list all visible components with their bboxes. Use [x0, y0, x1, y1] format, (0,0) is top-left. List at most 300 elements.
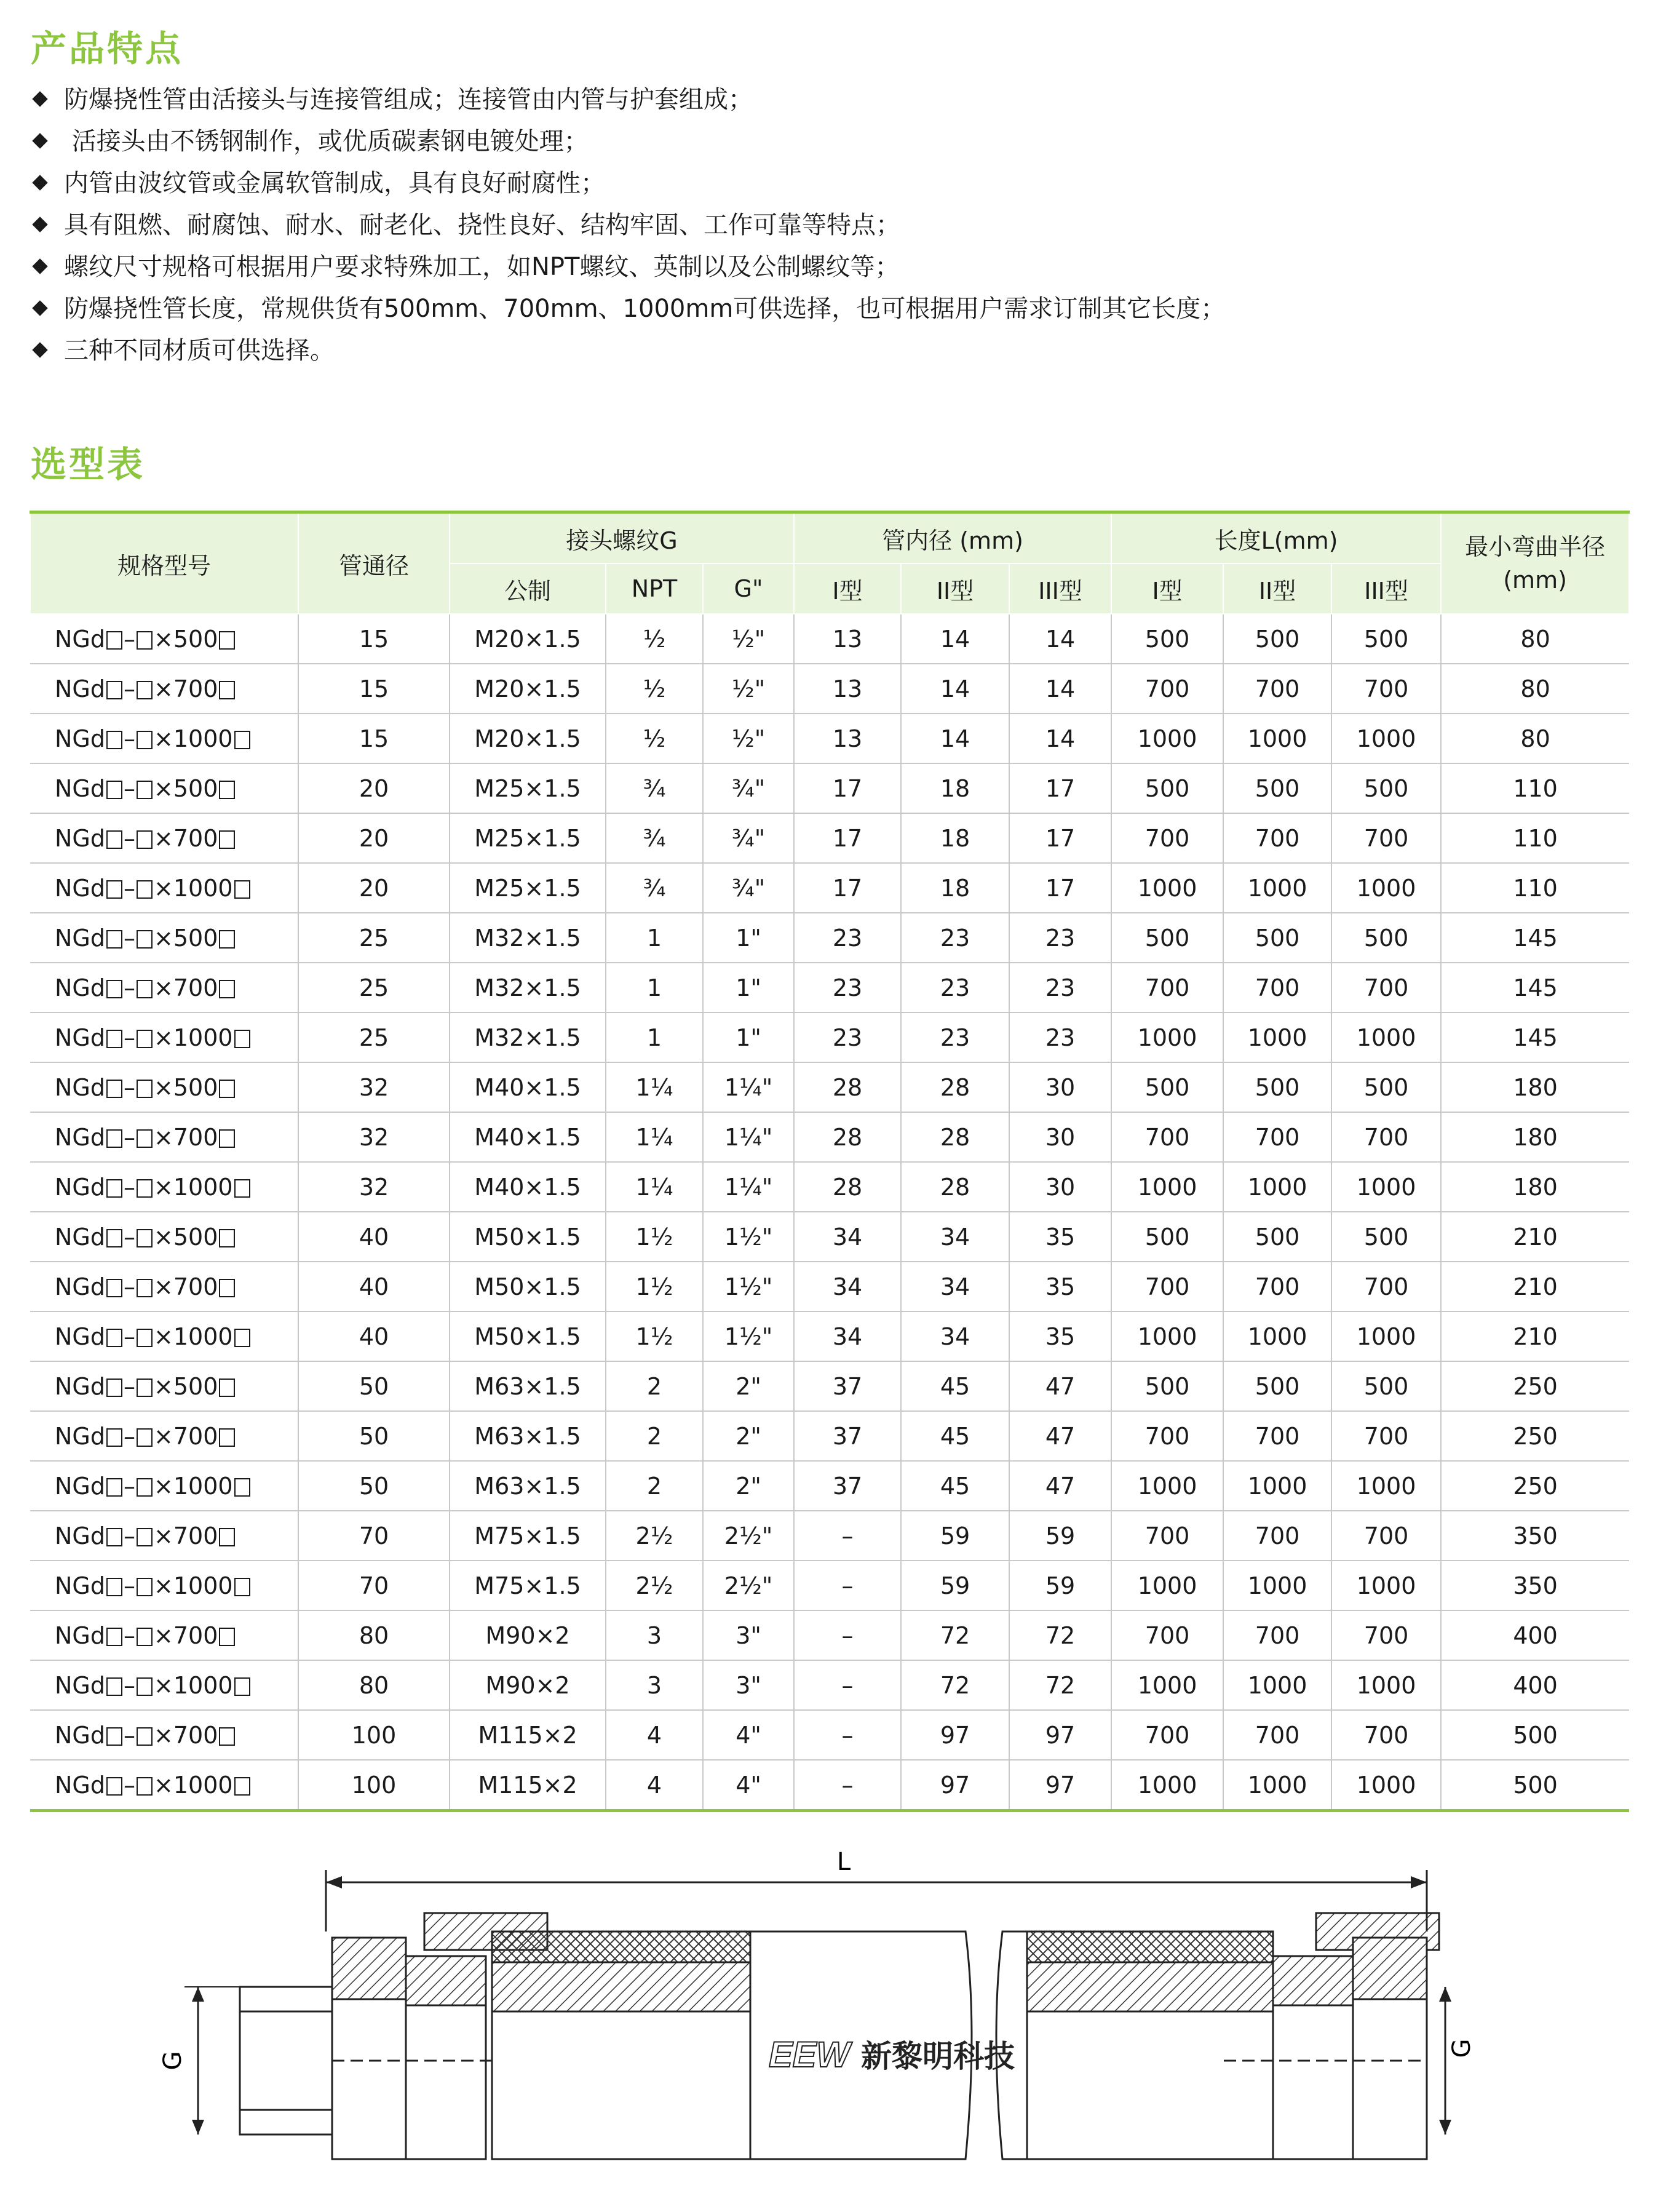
cell-thread-npt: 1½ — [606, 1212, 703, 1262]
model-length: 1000 — [173, 1024, 233, 1051]
cell-bore: 40 — [298, 1212, 450, 1262]
placeholder-box-icon — [219, 980, 235, 998]
cell-inner-type-3: 14 — [1009, 714, 1111, 763]
cell-thread-metric: M50×1.5 — [450, 1311, 606, 1361]
cell-inner-type-2: 28 — [901, 1112, 1009, 1162]
placeholder-box-icon — [219, 1279, 235, 1297]
cell-min-bend-radius: 180 — [1441, 1062, 1629, 1112]
model-length: 700 — [173, 1422, 218, 1450]
placeholder-box-icon — [137, 681, 153, 699]
cell-inner-type-2: 18 — [901, 813, 1009, 863]
cell-length-type-3: 500 — [1331, 1361, 1441, 1411]
cell-length-type-2: 1000 — [1223, 1013, 1331, 1062]
cell-thread-npt: 2½ — [606, 1511, 703, 1561]
placeholder-box-icon — [106, 681, 122, 699]
cell-inner-type-1: 34 — [794, 1262, 901, 1311]
right-g-dimension — [1439, 1987, 1476, 2134]
placeholder-box-icon — [137, 830, 153, 849]
cell-inner-type-3: 97 — [1009, 1760, 1111, 1811]
cell-length-type-2: 700 — [1223, 664, 1331, 714]
brand-logo — [769, 2035, 1015, 2075]
cell-inner-type-1: – — [794, 1511, 901, 1561]
feature-text: 三种不同材质可供选择。 — [64, 336, 335, 365]
cell-inner-type-3: 14 — [1009, 664, 1111, 714]
cell-length-type-1: 1000 — [1111, 863, 1223, 913]
cell-length-type-3: 700 — [1331, 1411, 1441, 1461]
feature-item — [31, 162, 1605, 204]
model-length: 1000 — [173, 1671, 233, 1699]
cell-inner-type-2: 34 — [901, 1311, 1009, 1361]
cell-length-type-3: 1000 — [1331, 863, 1441, 913]
cell-length-type-1: 700 — [1111, 813, 1223, 863]
cell-model: NGd – ×700 — [30, 813, 298, 863]
placeholder-box-icon — [106, 1428, 122, 1447]
model-prefix: NGd — [55, 1522, 105, 1550]
placeholder-box-icon — [137, 731, 153, 749]
cell-thread-npt: ½ — [606, 664, 703, 714]
cell-length-type-1: 500 — [1111, 1361, 1223, 1411]
cell-min-bend-radius: 400 — [1441, 1660, 1629, 1710]
cell-inner-type-2: 23 — [901, 1013, 1009, 1062]
cell-thread-metric: M115×2 — [450, 1710, 606, 1760]
cell-bore: 40 — [298, 1262, 450, 1311]
table-row — [30, 1112, 1629, 1162]
cell-thread-npt: ¾ — [606, 813, 703, 863]
placeholder-box-icon — [106, 1179, 122, 1198]
cell-thread-npt: 2 — [606, 1411, 703, 1461]
model-length: 500 — [173, 1372, 218, 1400]
model-prefix: NGd — [55, 1273, 105, 1300]
cell-inner-type-1: 17 — [794, 813, 901, 863]
header-thread-g: G" — [703, 563, 794, 614]
cell-min-bend-radius: 210 — [1441, 1212, 1629, 1262]
model-length: 500 — [173, 1073, 218, 1101]
cell-inner-type-3: 23 — [1009, 963, 1111, 1013]
cell-bore: 80 — [298, 1660, 450, 1710]
cell-thread-npt: 4 — [606, 1760, 703, 1811]
cell-thread-g: 1¼" — [703, 1112, 794, 1162]
cell-inner-type-3: 59 — [1009, 1561, 1111, 1610]
placeholder-box-icon — [219, 681, 235, 699]
cell-thread-g: 1½" — [703, 1262, 794, 1311]
cell-length-type-3: 1000 — [1331, 1760, 1441, 1811]
model-prefix: NGd — [55, 1671, 105, 1699]
cell-min-bend-radius: 350 — [1441, 1561, 1629, 1610]
table-row — [30, 1411, 1629, 1461]
cell-bore: 20 — [298, 863, 450, 913]
header-length: 长度L(mm) — [1111, 512, 1441, 564]
cell-thread-g: 1" — [703, 913, 794, 963]
cell-length-type-1: 1000 — [1111, 714, 1223, 763]
placeholder-box-icon — [106, 980, 122, 998]
placeholder-box-icon — [137, 1179, 153, 1198]
g-label-left: G — [159, 2051, 187, 2071]
features-list — [31, 79, 1605, 372]
cell-thread-npt: ½ — [606, 714, 703, 763]
cell-length-type-1: 700 — [1111, 1511, 1223, 1561]
bullet-diamond-icon — [32, 175, 47, 190]
cell-thread-metric: M63×1.5 — [450, 1411, 606, 1461]
left-corrugated-section — [492, 1932, 750, 2159]
placeholder-box-icon — [106, 1229, 122, 1247]
placeholder-box-icon — [106, 1727, 122, 1746]
placeholder-box-icon — [137, 1329, 153, 1347]
cell-min-bend-radius: 80 — [1441, 614, 1629, 664]
cell-thread-g: 1½" — [703, 1311, 794, 1361]
selection-table — [30, 511, 1630, 1812]
placeholder-box-icon — [137, 1528, 153, 1546]
placeholder-box-icon — [219, 1428, 235, 1447]
cell-length-type-3: 1000 — [1331, 1461, 1441, 1511]
header-length-type-2: II型 — [1223, 563, 1331, 614]
cell-length-type-2: 500 — [1223, 614, 1331, 664]
cell-min-bend-radius: 180 — [1441, 1162, 1629, 1212]
cell-inner-type-3: 30 — [1009, 1112, 1111, 1162]
cell-inner-type-1: – — [794, 1760, 901, 1811]
table-row — [30, 1461, 1629, 1511]
cell-model: NGd – ×700 — [30, 1262, 298, 1311]
left-g-dimension — [159, 1987, 240, 2134]
cell-model: NGd – ×500 — [30, 763, 298, 813]
placeholder-box-icon — [137, 1129, 153, 1148]
cell-length-type-3: 500 — [1331, 1212, 1441, 1262]
cell-model: NGd – ×700 — [30, 1411, 298, 1461]
placeholder-box-icon — [137, 930, 153, 949]
cell-thread-g: ½" — [703, 664, 794, 714]
cell-length-type-3: 700 — [1331, 1710, 1441, 1760]
model-length: 700 — [173, 974, 218, 1001]
cell-min-bend-radius: 210 — [1441, 1311, 1629, 1361]
cell-model: NGd – ×1000 — [30, 1660, 298, 1710]
feature-item — [31, 204, 1605, 246]
placeholder-box-icon — [137, 1080, 153, 1098]
placeholder-box-icon — [106, 880, 122, 899]
cell-length-type-3: 700 — [1331, 1610, 1441, 1660]
cell-thread-metric: M75×1.5 — [450, 1561, 606, 1610]
cell-length-type-2: 1000 — [1223, 863, 1331, 913]
cell-bore: 100 — [298, 1760, 450, 1811]
model-prefix: NGd — [55, 874, 105, 902]
table-row — [30, 863, 1629, 913]
table-row — [30, 1710, 1629, 1760]
model-length: 1000 — [173, 1323, 233, 1350]
cell-thread-npt: ¾ — [606, 763, 703, 813]
table-row — [30, 763, 1629, 813]
cell-inner-type-3: 72 — [1009, 1610, 1111, 1660]
placeholder-box-icon — [137, 1030, 153, 1048]
placeholder-box-icon — [234, 1478, 250, 1497]
cell-thread-g: 1" — [703, 1013, 794, 1062]
placeholder-box-icon — [219, 930, 235, 949]
feature-item — [31, 288, 1605, 330]
model-length: 1000 — [173, 1572, 233, 1599]
placeholder-box-icon — [137, 1578, 153, 1596]
cell-length-type-2: 500 — [1223, 763, 1331, 813]
cell-thread-metric: M63×1.5 — [450, 1461, 606, 1511]
placeholder-box-icon — [137, 1727, 153, 1746]
model-length: 1000 — [173, 874, 233, 902]
model-prefix: NGd — [55, 1372, 105, 1400]
cell-model: NGd – ×500 — [30, 614, 298, 664]
cell-length-type-2: 700 — [1223, 1262, 1331, 1311]
cell-length-type-1: 1000 — [1111, 1162, 1223, 1212]
cell-thread-g: 2" — [703, 1361, 794, 1411]
cell-inner-type-2: 45 — [901, 1461, 1009, 1511]
cell-inner-type-1: 34 — [794, 1212, 901, 1262]
cell-bore: 25 — [298, 913, 450, 963]
cell-thread-metric: M25×1.5 — [450, 813, 606, 863]
cell-inner-type-3: 47 — [1009, 1461, 1111, 1511]
cell-model: NGd – ×1000 — [30, 1013, 298, 1062]
cell-inner-type-2: 34 — [901, 1212, 1009, 1262]
model-prefix: NGd — [55, 625, 105, 653]
placeholder-box-icon — [219, 1628, 235, 1646]
cell-bore: 32 — [298, 1112, 450, 1162]
model-prefix: NGd — [55, 924, 105, 952]
feature-item — [31, 246, 1605, 288]
cell-inner-type-1: 28 — [794, 1162, 901, 1212]
placeholder-box-icon — [137, 1628, 153, 1646]
cell-thread-g: 3" — [703, 1660, 794, 1710]
cell-model: NGd – ×500 — [30, 1062, 298, 1112]
placeholder-box-icon — [137, 1229, 153, 1247]
placeholder-box-icon — [106, 1129, 122, 1148]
cell-model: NGd – ×500 — [30, 1212, 298, 1262]
model-length: 1000 — [173, 1472, 233, 1500]
cell-inner-type-2: 14 — [901, 614, 1009, 664]
logo-mark: EEW — [769, 2035, 851, 2075]
cell-min-bend-radius: 250 — [1441, 1461, 1629, 1511]
feature-text: 防爆挠性管由活接头与连接管组成；连接管由内管与护套组成； — [64, 86, 753, 114]
model-prefix: NGd — [55, 725, 105, 752]
cell-inner-type-1: – — [794, 1710, 901, 1760]
feature-text: 螺纹尺寸规格可根据用户要求特殊加工，如NPT螺纹、英制以及公制螺纹等； — [64, 253, 900, 281]
header-length-type-3: III型 — [1331, 563, 1441, 614]
cell-min-bend-radius: 110 — [1441, 863, 1629, 913]
header-inner-type-1: I型 — [794, 563, 901, 614]
cell-length-type-3: 1000 — [1331, 1013, 1441, 1062]
table-row — [30, 1013, 1629, 1062]
cell-inner-type-2: 14 — [901, 714, 1009, 763]
cell-inner-type-2: 72 — [901, 1660, 1009, 1710]
feature-text: 具有阻燃、耐腐蚀、耐水、耐老化、挠性良好、结构牢固、工作可靠等特点； — [64, 211, 900, 239]
cell-inner-type-1: 17 — [794, 763, 901, 813]
model-length: 700 — [173, 675, 218, 702]
placeholder-box-icon — [219, 1129, 235, 1148]
cell-length-type-2: 500 — [1223, 1212, 1331, 1262]
cell-thread-metric: M50×1.5 — [450, 1262, 606, 1311]
cell-inner-type-3: 14 — [1009, 614, 1111, 664]
cell-length-type-1: 700 — [1111, 1262, 1223, 1311]
cell-min-bend-radius: 250 — [1441, 1361, 1629, 1411]
cell-thread-npt: 1¼ — [606, 1162, 703, 1212]
cell-length-type-1: 700 — [1111, 963, 1223, 1013]
cell-inner-type-1: 23 — [794, 963, 901, 1013]
right-corrugated-section — [1027, 1932, 1273, 2159]
placeholder-box-icon — [137, 1677, 153, 1696]
cell-inner-type-2: 23 — [901, 963, 1009, 1013]
table-row — [30, 1610, 1629, 1660]
model-length: 700 — [173, 824, 218, 852]
cell-bore: 15 — [298, 714, 450, 763]
cell-inner-type-1: 13 — [794, 714, 901, 763]
bullet-diamond-icon — [32, 258, 47, 274]
table-row — [30, 913, 1629, 963]
cell-min-bend-radius: 500 — [1441, 1710, 1629, 1760]
model-length: 700 — [173, 1273, 218, 1300]
cell-inner-type-2: 59 — [901, 1511, 1009, 1561]
header-min-bend-radius: 最小弯曲半径 (mm) — [1441, 512, 1629, 615]
cell-thread-npt: 2½ — [606, 1561, 703, 1610]
placeholder-box-icon — [219, 1379, 235, 1397]
model-prefix: NGd — [55, 1621, 105, 1649]
table-row — [30, 614, 1629, 664]
cell-bore: 100 — [298, 1710, 450, 1760]
placeholder-box-icon — [106, 1628, 122, 1646]
cell-length-type-2: 500 — [1223, 913, 1331, 963]
cell-inner-type-1: – — [794, 1561, 901, 1610]
cell-thread-npt: 3 — [606, 1660, 703, 1710]
cell-length-type-2: 500 — [1223, 1062, 1331, 1112]
cell-model: NGd – ×1000 — [30, 1162, 298, 1212]
cell-length-type-2: 700 — [1223, 1511, 1331, 1561]
cell-thread-npt: 1½ — [606, 1262, 703, 1311]
cell-min-bend-radius: 500 — [1441, 1760, 1629, 1811]
model-length: 500 — [173, 1223, 218, 1251]
cell-min-bend-radius: 400 — [1441, 1610, 1629, 1660]
cell-bore: 15 — [298, 664, 450, 714]
table-row — [30, 813, 1629, 863]
cell-length-type-2: 700 — [1223, 813, 1331, 863]
cell-inner-type-2: 34 — [901, 1262, 1009, 1311]
placeholder-box-icon — [106, 1528, 122, 1546]
cell-inner-type-1: 37 — [794, 1361, 901, 1411]
placeholder-box-icon — [106, 1329, 122, 1347]
cell-model: NGd – ×700 — [30, 1710, 298, 1760]
placeholder-box-icon — [219, 781, 235, 799]
model-length: 500 — [173, 924, 218, 952]
cell-bore: 70 — [298, 1511, 450, 1561]
cell-length-type-1: 500 — [1111, 614, 1223, 664]
features-title: 产品特点 — [31, 28, 184, 70]
model-prefix: NGd — [55, 974, 105, 1001]
cell-length-type-1: 1000 — [1111, 1013, 1223, 1062]
cell-length-type-2: 700 — [1223, 1610, 1331, 1660]
model-prefix: NGd — [55, 1123, 105, 1151]
cell-length-type-2: 500 — [1223, 1361, 1331, 1411]
cell-model: NGd – ×1000 — [30, 1760, 298, 1811]
cell-bore: 20 — [298, 813, 450, 863]
cell-thread-metric: M20×1.5 — [450, 614, 606, 664]
placeholder-box-icon — [234, 880, 250, 899]
placeholder-box-icon — [106, 731, 122, 749]
cell-min-bend-radius: 210 — [1441, 1262, 1629, 1311]
cell-length-type-2: 1000 — [1223, 1760, 1331, 1811]
cell-length-type-1: 500 — [1111, 1212, 1223, 1262]
cell-bore: 32 — [298, 1162, 450, 1212]
cell-length-type-2: 700 — [1223, 1710, 1331, 1760]
cell-inner-type-2: 45 — [901, 1361, 1009, 1411]
cell-inner-type-3: 72 — [1009, 1660, 1111, 1710]
model-length: 700 — [173, 1522, 218, 1550]
cell-inner-type-3: 17 — [1009, 813, 1111, 863]
cell-length-type-3: 500 — [1331, 1062, 1441, 1112]
cell-min-bend-radius: 350 — [1441, 1511, 1629, 1561]
cell-inner-type-3: 17 — [1009, 763, 1111, 813]
cell-length-type-2: 700 — [1223, 1112, 1331, 1162]
hose-diagram — [148, 1845, 1501, 2165]
placeholder-box-icon — [106, 1478, 122, 1497]
brand-name: 新黎明科技 — [861, 2039, 1015, 2074]
placeholder-box-icon — [219, 830, 235, 849]
cell-thread-g: 4" — [703, 1760, 794, 1811]
cell-bore: 50 — [298, 1361, 450, 1411]
placeholder-box-icon — [219, 1229, 235, 1247]
cell-model: NGd – ×700 — [30, 1610, 298, 1660]
cell-thread-metric: M63×1.5 — [450, 1361, 606, 1411]
placeholder-box-icon — [137, 1478, 153, 1497]
cell-bore: 15 — [298, 614, 450, 664]
cell-inner-type-1: 13 — [794, 614, 901, 664]
cell-inner-type-2: 97 — [901, 1710, 1009, 1760]
cell-thread-npt: ¾ — [606, 863, 703, 913]
cell-inner-type-1: 37 — [794, 1461, 901, 1511]
cell-inner-type-1: 17 — [794, 863, 901, 913]
header-model: 规格型号 — [30, 512, 298, 615]
bullet-diamond-icon — [32, 342, 47, 357]
bullet-diamond-icon — [32, 217, 47, 232]
cell-model: NGd – ×700 — [30, 664, 298, 714]
placeholder-box-icon — [137, 781, 153, 799]
placeholder-box-icon — [137, 980, 153, 998]
table-row — [30, 1062, 1629, 1112]
model-length: 500 — [173, 625, 218, 653]
table-row — [30, 1212, 1629, 1262]
cell-inner-type-2: 28 — [901, 1062, 1009, 1112]
placeholder-box-icon — [234, 1329, 250, 1347]
header-thread-metric: 公制 — [450, 563, 606, 614]
cell-length-type-1: 500 — [1111, 763, 1223, 813]
cell-model: NGd – ×1000 — [30, 863, 298, 913]
placeholder-box-icon — [234, 1677, 250, 1696]
cell-thread-g: 2½" — [703, 1511, 794, 1561]
cell-length-type-1: 500 — [1111, 1062, 1223, 1112]
header-length-type-1: I型 — [1111, 563, 1223, 614]
header-thread-npt: NPT — [606, 563, 703, 614]
cell-inner-type-3: 23 — [1009, 1013, 1111, 1062]
placeholder-box-icon — [234, 1578, 250, 1596]
cell-length-type-3: 500 — [1331, 614, 1441, 664]
cell-thread-g: 2½" — [703, 1561, 794, 1610]
cell-length-type-2: 1000 — [1223, 1561, 1331, 1610]
cell-bore: 20 — [298, 763, 450, 813]
cell-length-type-1: 1000 — [1111, 1561, 1223, 1610]
placeholder-box-icon — [106, 930, 122, 949]
cell-inner-type-1: 28 — [794, 1112, 901, 1162]
model-prefix: NGd — [55, 1223, 105, 1251]
cell-thread-metric: M32×1.5 — [450, 913, 606, 963]
cell-thread-metric: M20×1.5 — [450, 714, 606, 763]
bullet-diamond-icon — [32, 133, 47, 148]
table-row — [30, 664, 1629, 714]
cell-inner-type-2: 72 — [901, 1610, 1009, 1660]
placeholder-box-icon — [106, 1080, 122, 1098]
model-length: 1000 — [173, 725, 233, 752]
table-row — [30, 1162, 1629, 1212]
cell-thread-g: ¾" — [703, 813, 794, 863]
cell-length-type-2: 700 — [1223, 963, 1331, 1013]
feature-item — [31, 330, 1605, 372]
